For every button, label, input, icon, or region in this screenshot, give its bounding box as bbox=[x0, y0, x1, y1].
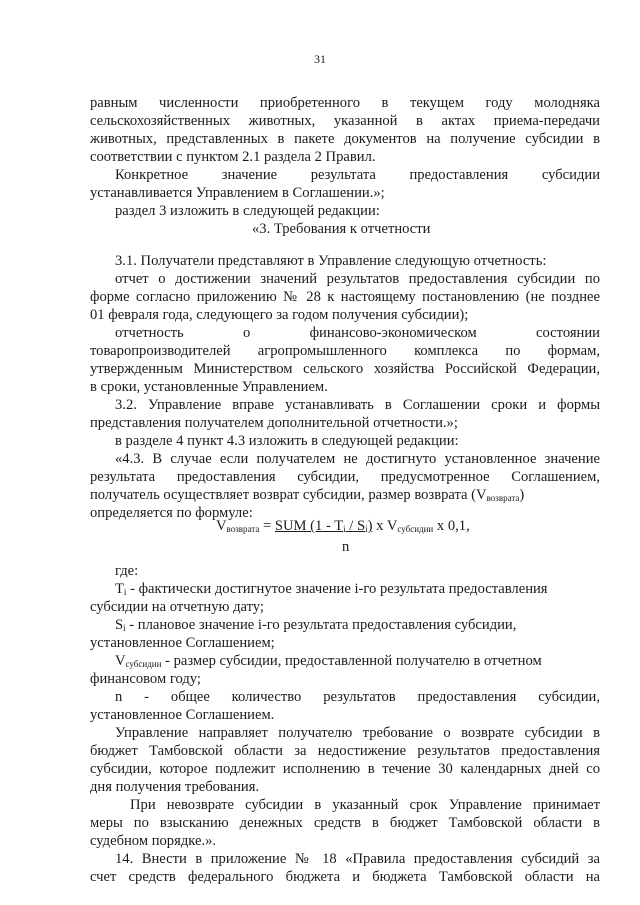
text-line: раздел 3 изложить в следующей редакции: bbox=[115, 203, 380, 219]
text-line: 3.2. Управление вправе устанавливать в Соглашении сроки и формы bbox=[115, 397, 600, 413]
text-line: 3.1. Получатели представляют в Управление следующую отчетность: bbox=[115, 253, 547, 269]
text-line: «4.3. В случае если получателем не достигнуто установленное значение bbox=[115, 451, 600, 467]
text-line: равным численности приобретенного в текущем году молодняка bbox=[90, 95, 600, 111]
text-line: n - общее количество результатов предоставления субсидии, bbox=[115, 689, 600, 705]
return-formula: $V_{возврата}$ = SUM $(1 - T_i / S_i)$ x $V_{субсидии}$ x 0,1, n bbox=[216, 518, 470, 555]
text-line: 01 февраля года, следующего за годом получения субсидии); bbox=[90, 307, 469, 323]
text-line: получатель осуществляет возврат субсидии, размер возврата $(V_{возврата})$ bbox=[90, 487, 525, 503]
text-line: бюджет Тамбовской области за недостижение результатов предоставления bbox=[90, 743, 600, 759]
text-line: меры по взысканию денежных средств в бюджет Тамбовской области в bbox=[90, 815, 600, 831]
text-line: дня получения требования. bbox=[90, 779, 260, 795]
text-line: соответствии с пунктом 2.1 раздела 2 Правил. bbox=[90, 149, 376, 165]
text-line: судебном порядке.». bbox=[90, 833, 217, 849]
section-heading: «3. Требования к отчетности bbox=[252, 221, 431, 237]
text-line: $T_i$ - фактически достигнутое значение i-го результата предоставления bbox=[115, 581, 548, 597]
text-line: финансовом году; bbox=[90, 671, 201, 687]
text-line: субсидии, которое подлежит исполнению в течение 30 календарных дней со bbox=[90, 761, 600, 777]
text-line: счет средств федерального бюджета и бюджета Тамбовской области на bbox=[90, 869, 600, 885]
text-line: $V_{субсидии}$ - размер субсидии, предоставленной получателю в отчетном bbox=[115, 653, 542, 669]
text-line: в сроки, установленные Управлением. bbox=[90, 379, 328, 395]
text-line: При невозврате субсидии в указанный срок Управление принимает bbox=[130, 797, 600, 813]
text-line: в разделе 4 пункт 4.3 изложить в следующей редакции: bbox=[115, 433, 459, 449]
text-line: результата предоставления субсидии, предусмотренное Соглашением, bbox=[90, 469, 600, 485]
text-line: устанавливается Управлением в Соглашении.»; bbox=[90, 185, 385, 201]
text-line: Управление направляет получателю требование о возврате субсидии в bbox=[115, 725, 600, 741]
text-line: животных, представленных в пакете документов на получение субсидии в bbox=[90, 131, 600, 147]
text-line: товаропроизводителей агропромышленного комплекса по формам, bbox=[90, 343, 600, 359]
text-line: утвержденным Министерством сельского хозяйства Российской Федерации, bbox=[90, 361, 600, 377]
text-line: субсидии на отчетную дату; bbox=[90, 599, 264, 615]
text-line: Конкретное значение результата предоставления субсидии bbox=[115, 167, 600, 183]
text-line: форме согласно приложению № 28 к настоящему постановлению (не позднее bbox=[90, 289, 600, 305]
text-line: 14. Внести в приложение № 18 «Правила предоставления субсидий за bbox=[115, 851, 600, 867]
text-line: определяется по формуле: bbox=[90, 505, 253, 521]
text-line: где: bbox=[115, 563, 139, 579]
text-line: $S_i$ - плановое значение i-го результата предоставления субсидии, bbox=[115, 617, 517, 633]
text-line: представления получателем дополнительной отчетности.»; bbox=[90, 415, 458, 431]
text-line: отчетность о финансово-экономическом состоянии bbox=[115, 325, 600, 341]
text-line: установленное Соглашением. bbox=[90, 707, 275, 723]
text-line: сельскохозяйственных животных, указанной в актах приема-передачи bbox=[90, 113, 600, 129]
text-line: отчет о достижении значений результатов предоставления субсидии по bbox=[115, 271, 600, 287]
text-line: установленное Соглашением; bbox=[90, 635, 275, 651]
page-number: 31 bbox=[314, 52, 326, 66]
